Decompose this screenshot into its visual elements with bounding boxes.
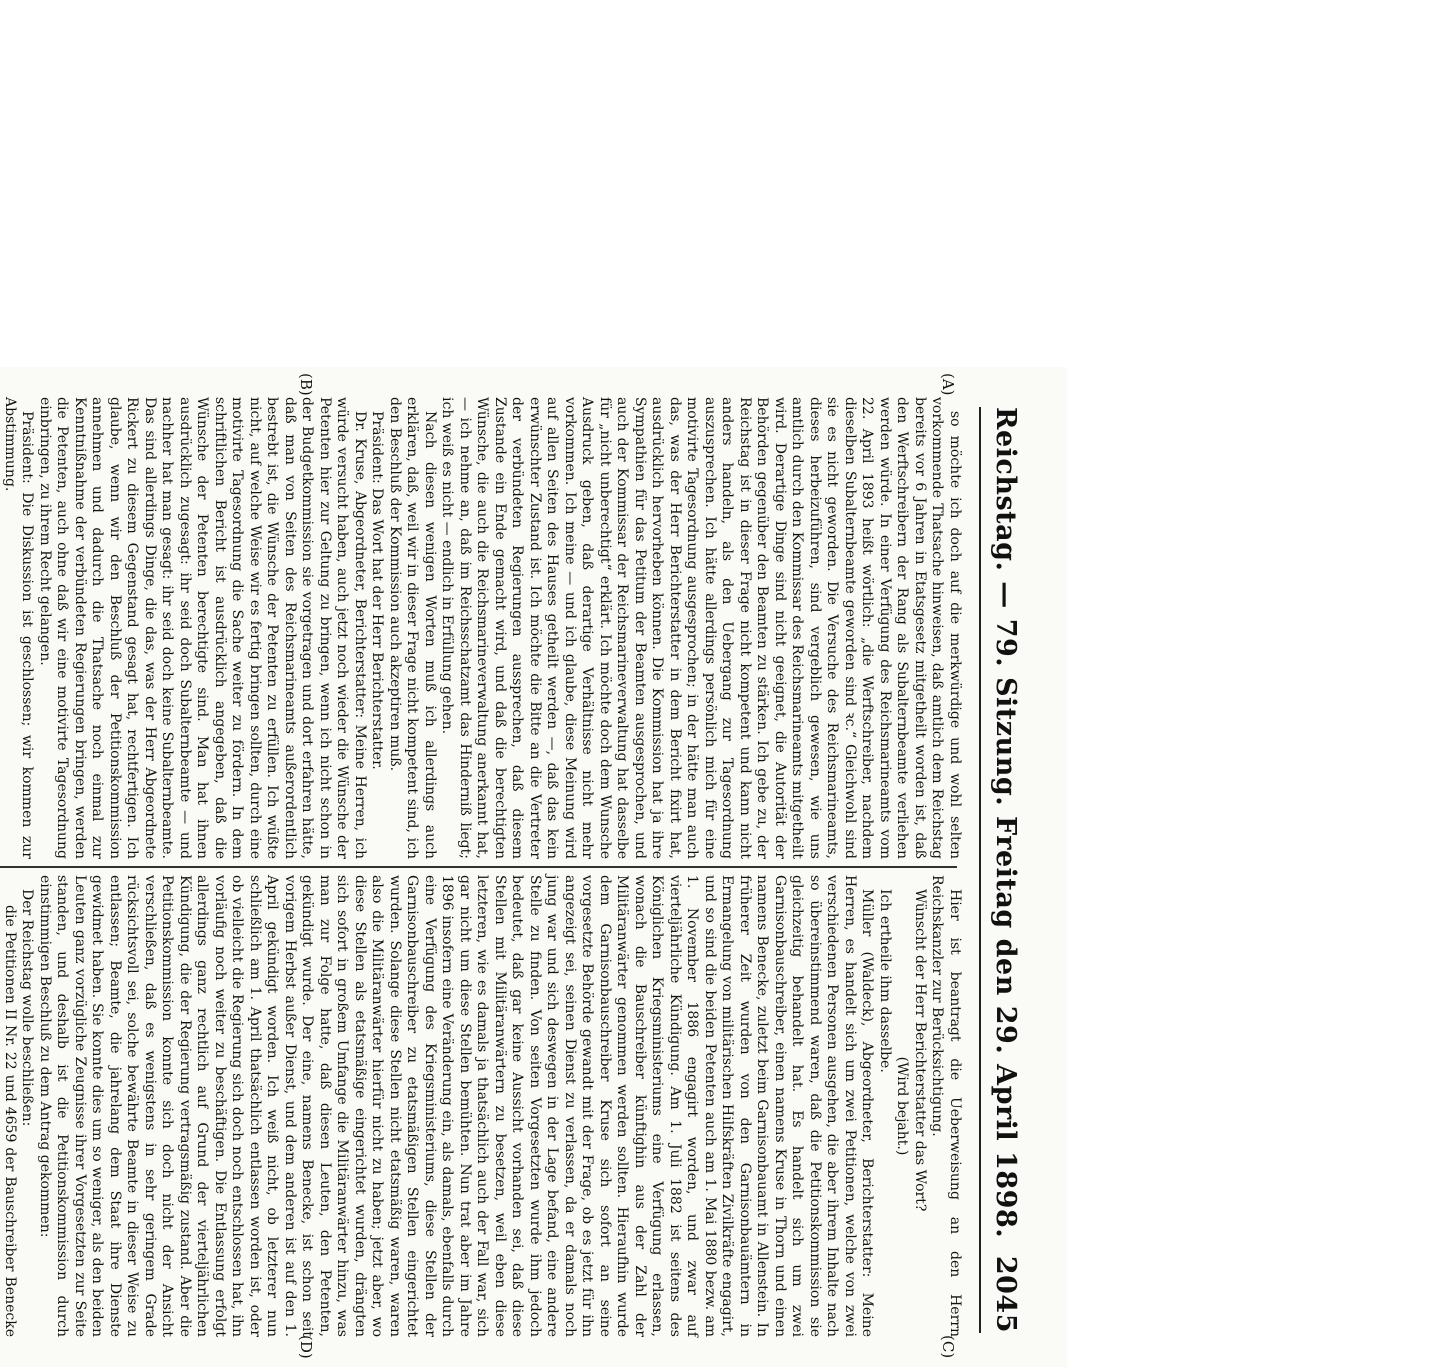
paragraph: Wünscht der Herr Berichterstatter das Wort? (912, 889, 928, 1212)
page-header (979, 407, 1021, 1333)
document-page (0, 367, 1067, 1367)
left-column (0, 397, 963, 859)
right-column (0, 875, 963, 1337)
page-number: 2045 (990, 1255, 1021, 1333)
paragraph: Präsident: Die Diskussion ist geschlossen; wir kommen zur Abstimmung. (2, 397, 36, 859)
stage-direction: (Wird bejaht.) (894, 1056, 911, 1156)
resolution-heading: Der Reichstag wolle beschließen: (19, 889, 36, 1127)
paragraph: Ich ertheile ihm dasselbe. (877, 889, 893, 1073)
page-title: Reichstag. — 79. Sitzung. Freitag den 29. April 1898. (990, 407, 1021, 1239)
paragraph: Nach diesen wenigen Worten muß ich allerdings auch erklären, daß, weil wir in dieser Frage nicht kompetent sind, ich den Beschluß der Kommission auch akzeptiren muß. (387, 397, 438, 859)
paragraph: Präsident: Das Wort hat der Herr Berichterstatter. (369, 411, 386, 770)
margin-mark-c: (C) (939, 1335, 957, 1359)
paragraph: so möchte ich doch auf die merkwürdige und wohl selten vorkommende Thatsache hinweisen, daß amtlich dem Reichstag bereits vor 6 Jahren in Etatsgesetz mitgetheilt worden ist, daß den Werftschreibern der Rang als Subalternbeamte verliehen werden würde. In einer Verfügung des Reichsmarineamts vom 22. April 1893 heißt wörtlich: „die Werftschreiber, nachdem dieselben Subalternbeamte geworden sind ꝛc.“ Gleichwohl sind sie es nicht geworden. Die Versuche des Reichsmarineamts, dieses herbeizuführen, sind vergeblich gewesen, wie uns amtlich durch den Kommissar des Reichsmarineamts mitgetheilt wird. Derartige Dinge sind nicht geeignet, die Autorität der Behörden gegenüber den Beamten zu stärken. Ich gebe zu, der Reichstag ist in dieser Frage nicht kompetent und kann nicht anders handeln, als den Uebergang zur Tagesordnung auszusprechen. Ich hätte allerdings persönlich mich für eine motivirte Tagesordnung ausgesprochen; in der hätte man auch das, was der Herr Berichterstatter in dem Bericht fixirt hat, ausdrücklich hervorheben können. Die Kommission hat ja ihre Sympathien für das Petitum der Beamten ausgesprochen, und auch der Kommissar der Reichsmarineverwaltung hat dasselbe für „nicht unberechtigt“ erklärt. Ich möchte doch dem Wunsche Ausdruck geben, daß derartige Verhältnisse nicht mehr vorkommen. Ich meine — und ich glaube, diese Meinung wird auf allen Seiten des Hauses getheilt werden —, daß das kein erwünschter Zustand ist. Ich möchte die Bitte an die Vertreter der verbündeten Regierungen aussprechen, daß diesem Zustande ein Ende gemacht wird, und daß die berechtigten Wünsche, die auch die Reichsmarineverwaltung anerkannt hat, — ich nehme an, daß im Reichsschatzamt das Hinderniß liegt; ich weiß es nicht — endlich in Erfüllung gehen. (439, 397, 963, 859)
margin-mark-b: (B) (297, 373, 315, 396)
paragraph: Hier ist beantragt die Ueberweisung an den Herrn Reichskanzler zur Berücksichtigung. (929, 875, 963, 1337)
margin-mark-d: (D) (297, 1335, 315, 1359)
column-divider (0, 866, 957, 868)
paragraph: Müller (Waldeck), Abgeordneter, Berichterstatter: Meine Herren, es handelt sich um zwei Petitionen, welche von zwei verschiedenen Personen ausgehen, die aber ihrem Inhalte nach so übereinstimmend waren, daß die Petitionskommission sie gleichzeitig behandelt hat. Es handelt sich um zwei Garnisonbauschreiber, einen namens Kruse in Thorn und einen namens Benecke, zuletzt beim Garnisonbauamt in Allenstein. In früherer Zeit wurden von den Garnisonbauämtern in Ermangelung von militärischen Hilfskräften Zivilkräfte engagirt, und so sind die beiden Petenten auch am 1. Mai 1880 bezw. am 1. November 1886 engagirt worden, und zwar auf vierteljährliche Kündigung. Am 1. Juli 1882 ist seitens des Königlichen Kriegsministeriums eine Verfügung erlassen, wonach die Bauschreiber künftighin aus der Zahl der Militäranwärter genommen werden sollten. Hieraufhin wurde dem Garnisonbauschreiber Kruse sich sofort an seine vorgesetzte Behörde gewandt mit der Frage, ob es jetzt für ihn angezeigt sei, seinen Dienst zu verlassen, da er damals noch jung war und sich deswegen in der Lage befand, eine andere Stelle zu finden. Von seiten Vorgesetzten wurde ihm jedoch bedeutet, daß gar keine Aussicht vorhanden sei, daß diese Stellen mit Militäranwärtern zu besetzen, weil eben diese letzteren, wie es damals ja thatsächlich auch der Fall war, sich gar nicht um diese Stellen bemühten. Nun trat aber im Jahre 1896 insofern eine Veränderung ein, als damals, ebenfalls durch eine Verfügung des Kriegsministeriums, diese Stellen der Garnisonbauschreiber zu etatsmäßigen Stellen eingerichtet wurden. Solange diese Stellen nicht etatsmäßig waren, waren also die Militäranwärter hierfür nicht zu haben; jetzt aber, wo diese Stellen als etatsmäßige eingerichtet wurden, drängten sich sofort in großem Umfange die Militäranwärter hinzu, was man zur Folge hatte, daß diesen Leuten, den Petenten, gekündigt wurde. Der eine, namens Benecke, ist schon seit vorigem Herbst außer Dienst, und dem anderen ist auf den 1. April gekündigt worden. Ich weiß nicht, ob letzterer nun schließlich am 1. April thatsächlich entlassen worden ist, oder ob vielleicht die Regierung sich doch noch entschlossen hat, ihn vorläufig noch weiter zu beschäftigen. Die Entlassung erfolgt allerdings ganz rechtlich auf Grund der vierteljährlichen Kündigung, die der Regierung vertragsmäßig zustand. Aber die Petitionskommission konnte sich doch nicht der Ansicht verschließen, daß es wenigstens in sehr geringem Grade rücksichtsvoll sei, solche bewährte Beamte in dieser Weise zu entlassen; Beamte, die jahrelang dem Staat ihre Dienste gewidmet haben. Sie konnte dies um so weniger, als den beiden Leuten ganz vorzügliche Zeugnisse ihrer Vorgesetzten zur Seite standen, und deshalb ist die Petitionskommission durch einstimmigen Beschluß zu dem Antrag gekommen: (37, 875, 876, 1337)
margin-mark-a: (A) (939, 373, 957, 396)
paragraph: Dr. Kruse, Abgeordneter, Berichterstatter: Meine Herren, ich würde versucht haben, auch jetzt noch wieder die Wünsche der Petenten hier zur Geltung zu bringen, wenn ich nicht schon in der Budgetkommission sie vorgetragen und dort erfahren hätte, daß man von Seiten des Reichsmarineamts außerordentlich bestrebt ist, die Wünsche der Petenten zu erfüllen. Ich wüßte nicht, auf welche Weise wir es fertig bringen sollten, durch eine motivirte Tagesordnung die Sache weiter zu fördern. In dem schriftlichen Bericht ist ausdrücklich angegeben, daß die Wünsche der Petenten berechtigte sind. Man hat ihnen ausdrücklich zugesagt: ihr seid doch Subalternbeamte — und nachher hat man gesagt: ihr seid doch keine Subalternbeamte. Das sind allerdings Dinge, die das, was der Herr Abgeordnete Rickert zu diesem Gegenstand gesagt hat, rechtfertigen. Ich glaube, wenn wir den Beschluß der Petitionskommission annehmen und dadurch die Thatsache noch einmal zur Kenntnißnahme der verbündeten Regierungen bringen, werden die Petenten, auch ohne daß wir eine motivirte Tagesordnung einbringen, zu ihrem Recht gelangen. (37, 397, 368, 859)
resolution-text: die Petitionen II Nr. 22 und 4659 der Bauschreiber Benecke (2, 905, 18, 1337)
